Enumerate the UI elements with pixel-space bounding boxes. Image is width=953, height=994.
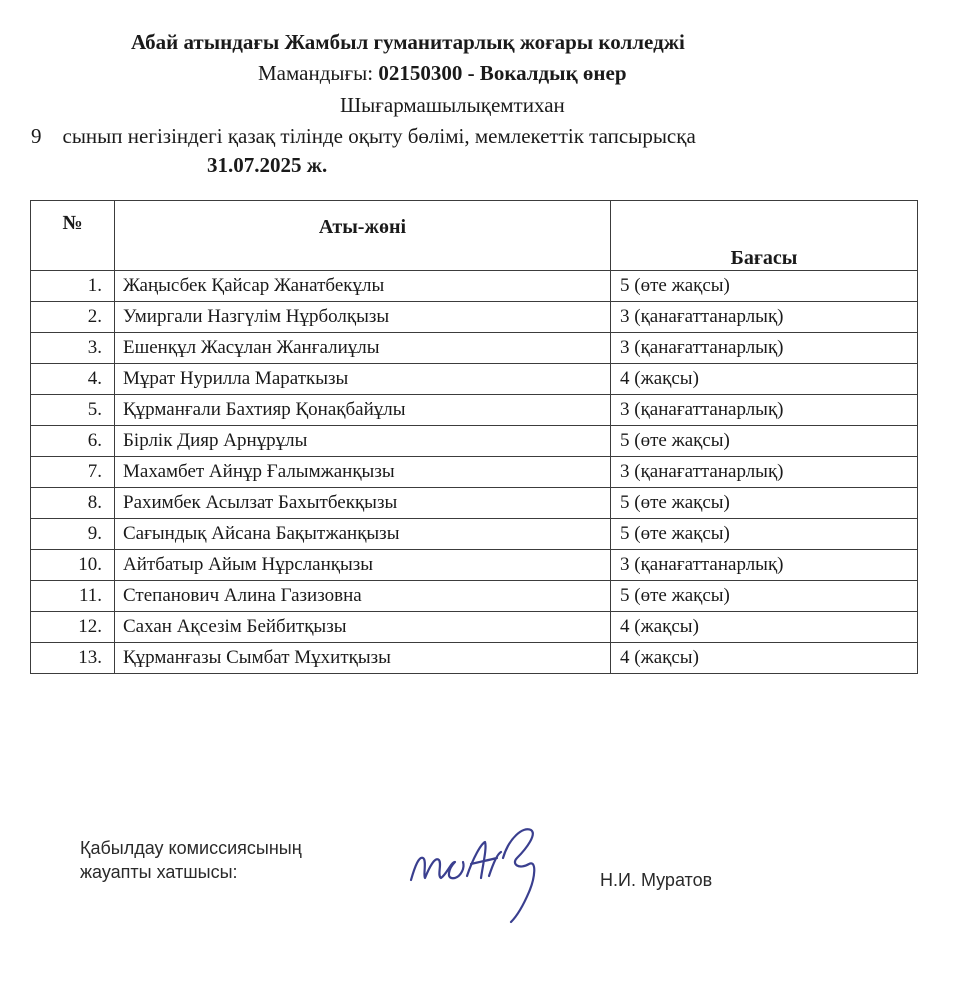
department-text: сынып негізіндегі қазақ тілінде оқыту бөлімі, мемлекеттік тапсырысқа — [62, 124, 696, 148]
student-grade: 4 (жақсы) — [611, 612, 918, 643]
student-grade: 5 (өте жақсы) — [611, 519, 918, 550]
student-name: Бірлік Дияр Арнұрұлы — [115, 426, 611, 457]
table-row — [31, 302, 918, 333]
row-number: 12. — [31, 612, 115, 643]
student-grade: 3 (қанағаттанарлық) — [611, 550, 918, 581]
table-row — [31, 550, 918, 581]
table-row — [31, 612, 918, 643]
college-title: Абай атындағы Жамбыл гуманитарлық жоғары колледжі — [131, 30, 685, 54]
table-row — [31, 643, 918, 674]
student-name: Сахан Ақсезім Бейбитқызы — [115, 612, 611, 643]
row-number: 1. — [31, 271, 115, 302]
student-grade: 5 (өте жақсы) — [611, 488, 918, 519]
grade-level: 9 — [31, 124, 42, 148]
student-name: Айтбатыр Айым Нұрсланқызы — [115, 550, 611, 581]
row-number: 3. — [31, 333, 115, 364]
department-line — [31, 123, 696, 149]
document-date: 31.07.2025 ж. — [207, 153, 328, 177]
student-grade: 5 (өте жақсы) — [611, 271, 918, 302]
student-grade: 4 (жақсы) — [611, 643, 918, 674]
student-name: Құрманғали Бахтияр Қонақбайұлы — [115, 395, 611, 426]
student-grade: 3 (қанағаттанарлық) — [611, 395, 918, 426]
student-grade: 5 (өте жақсы) — [611, 426, 918, 457]
signer-name: Н.И. Муратов — [600, 870, 713, 890]
commission-label — [80, 836, 302, 884]
student-name: Ешенқұл Жасұлан Жанғалиұлы — [115, 333, 611, 364]
student-grade: 3 (қанағаттанарлық) — [611, 302, 918, 333]
row-number: 4. — [31, 364, 115, 395]
table-header-row — [31, 201, 918, 271]
row-number: 8. — [31, 488, 115, 519]
table-row — [31, 395, 918, 426]
row-number: 10. — [31, 550, 115, 581]
table-body — [31, 271, 918, 674]
table-row — [31, 457, 918, 488]
row-number: 7. — [31, 457, 115, 488]
row-number: 11. — [31, 581, 115, 612]
commission-line-1: Қабылдау комиссиясының — [80, 838, 302, 858]
table-row — [31, 271, 918, 302]
row-number: 6. — [31, 426, 115, 457]
student-name: Құрманғазы Сымбат Мұхитқызы — [115, 643, 611, 674]
student-name: Махамбет Айнұр Ғалымжанқызы — [115, 457, 611, 488]
table-row — [31, 333, 918, 364]
student-grade: 3 (қанағаттанарлық) — [611, 333, 918, 364]
student-name: Жаңысбек Қайсар Жанатбекұлы — [115, 271, 611, 302]
table-row — [31, 488, 918, 519]
specialty-label: Мамандығы: — [258, 61, 374, 85]
specialty-value: 02150300 - Вокалдық өнер — [378, 61, 627, 85]
table-row — [31, 426, 918, 457]
row-number: 2. — [31, 302, 115, 333]
student-name: Умиргали Назгүлім Нұрболқызы — [115, 302, 611, 333]
student-name: Сағындық Айсана Бақытжанқызы — [115, 519, 611, 550]
table-row — [31, 519, 918, 550]
student-name: Мұрат Нурилла Мараткызы — [115, 364, 611, 395]
student-grade: 3 (қанағаттанарлық) — [611, 457, 918, 488]
student-name: Степанович Алина Газизовна — [115, 581, 611, 612]
table-row — [31, 581, 918, 612]
student-grade: 5 (өте жақсы) — [611, 581, 918, 612]
header-number: № — [31, 201, 115, 271]
commission-line-2: жауапты хатшысы: — [80, 862, 238, 882]
results-table — [30, 200, 918, 674]
student-grade: 4 (жақсы) — [611, 364, 918, 395]
row-number: 5. — [31, 395, 115, 426]
table-row — [31, 364, 918, 395]
header-name: Аты-жөні — [115, 201, 611, 271]
handwritten-signature — [405, 818, 565, 928]
header-grade: Бағасы — [611, 201, 918, 271]
exam-type: Шығармашылықемтихан — [340, 93, 565, 117]
row-number: 9. — [31, 519, 115, 550]
specialty-line — [258, 60, 627, 86]
student-name: Рахимбек Асылзат Бахытбекқызы — [115, 488, 611, 519]
row-number: 13. — [31, 643, 115, 674]
